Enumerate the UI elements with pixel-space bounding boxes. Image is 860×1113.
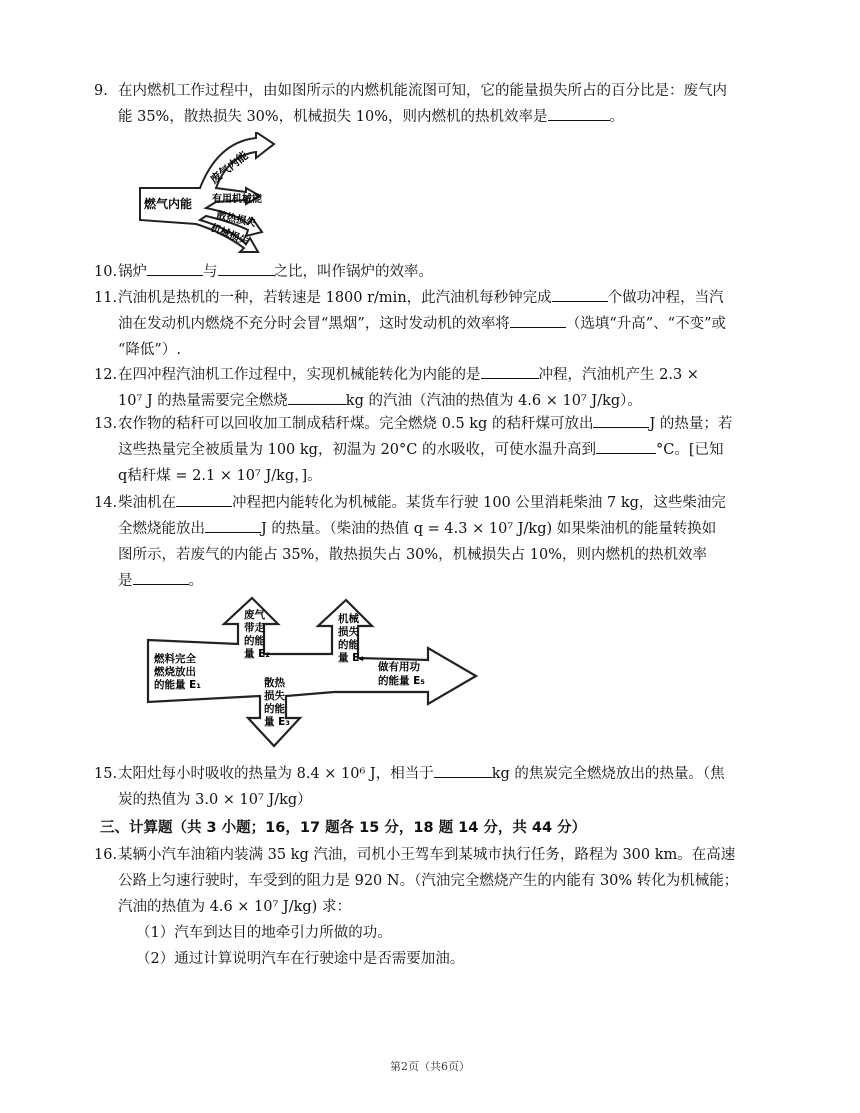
question-14 — [94, 490, 766, 594]
label-useful: 的能量 E₅ — [378, 675, 425, 687]
label-mech: 损失 — [338, 626, 359, 638]
question-text: 炭的热值为 3.0 × 10⁷ J/kg） — [118, 792, 312, 808]
section-heading: 三、计算题（共 3 小题；16，17 题各 15 分，18 题 14 分，共 44 分） — [100, 820, 587, 836]
question-text: kg 的汽油（汽油的热值为 4.6 × 10⁷ J/kg）。 — [345, 393, 642, 409]
label-exhaust: 量 E₂ — [244, 648, 270, 660]
answer-blank[interactable] — [593, 411, 649, 428]
question-text: 汽油的热值为 4.6 × 10⁷ J/kg) 求： — [118, 899, 351, 915]
label-useful: 有用机械能 — [212, 194, 262, 205]
question-text: 是 — [118, 573, 133, 589]
question-text: 10⁷ J 的热量需要完全燃烧 — [118, 393, 288, 409]
question-text: °C。[已知 — [655, 442, 724, 458]
question-number: 15. — [94, 766, 118, 782]
question-number: 11. — [94, 290, 118, 306]
question-text: 锅炉 — [118, 264, 147, 280]
question-16 — [94, 842, 766, 920]
question-text: 图所示，若废气的内能占 35%，散热损失占 30%，机械损失占 10%，则内燃机的热机效率 — [118, 547, 708, 563]
question-15 — [94, 761, 766, 813]
answer-blank[interactable] — [596, 437, 656, 454]
question-10 — [94, 259, 766, 285]
question-text: J 的热量；若 — [649, 416, 733, 432]
energy-flow-diagram-1 — [136, 132, 306, 254]
question-text: kg 的焦炭完全燃烧放出的热量。（焦 — [491, 766, 725, 782]
question-text: “降低”）. — [118, 342, 181, 358]
question-text: 冲程，汽油机产生 2.3 × — [538, 367, 699, 383]
question-text: 冲程把内能转化为机械能。某货车行驶 100 公里消耗柴油 7 kg，这些柴油完 — [232, 495, 726, 511]
question-12 — [94, 362, 766, 414]
question-text: 能 35%，散热损失 30%，机械损失 10%，则内燃机的热机效率是 — [118, 109, 548, 125]
label-heat: 的能 — [264, 703, 285, 715]
answer-blank[interactable] — [205, 516, 261, 533]
question-number: 12. — [94, 367, 118, 383]
label-source: 的能量 E₁ — [154, 679, 201, 691]
answer-blank[interactable] — [147, 259, 203, 276]
question-text: （选填“升高”、“不变”或 — [565, 316, 726, 332]
subquestion-1: （1）汽车到达目的地牵引力所做的功。 — [136, 925, 392, 941]
label-source: 燃料完全 — [154, 653, 196, 665]
question-text: 这些热量完全被质量为 100 kg，初温为 20°C 的水吸收，可使水温升高到 — [118, 442, 596, 458]
question-text: 全燃烧能放出 — [118, 521, 205, 537]
question-9 — [94, 78, 766, 130]
question-text: 在内燃机工作过程中，由如图所示的内燃机能流图可知，它的能量损失所占的百分比是：废气内 — [118, 83, 727, 99]
question-number: 10. — [94, 264, 118, 280]
page-footer: 第2页（共6页） — [390, 1060, 470, 1073]
label-heat: 散热 — [264, 677, 285, 689]
question-text: 个做功冲程，当汽 — [607, 290, 724, 306]
question-text: 农作物的秸秆可以回收加工制成秸秆煤。完全燃烧 0.5 kg 的秸秆煤可放出 — [118, 416, 594, 432]
question-number: 14. — [94, 495, 118, 511]
answer-blank[interactable] — [434, 761, 492, 778]
question-text: 之比，叫作锅炉的效率。 — [273, 264, 433, 280]
question-11 — [94, 285, 766, 363]
label-exhaust: 废气 — [244, 609, 265, 621]
label-exhaust: 废气内能 — [207, 149, 251, 187]
label-exhaust: 的能 — [244, 635, 265, 647]
question-text: 公路上匀速行驶时，车受到的阻力是 920 N。（汽油完全燃烧产生的内能有 30% 转化为机械能； — [118, 873, 739, 889]
answer-blank[interactable] — [176, 490, 232, 507]
answer-blank[interactable] — [510, 311, 566, 328]
label-source: 燃气内能 — [144, 197, 193, 211]
question-text: 柴油机在 — [118, 495, 176, 511]
answer-blank[interactable] — [548, 104, 610, 121]
question-text: 太阳灶每小时吸收的热量为 8.4 × 10⁶ J，相当于 — [118, 766, 434, 782]
question-text: 与 — [203, 264, 218, 280]
answer-blank[interactable] — [288, 388, 346, 405]
label-useful: 做有用功 — [378, 661, 420, 673]
question-13 — [94, 411, 766, 489]
label-mech: 机械 — [338, 613, 359, 625]
question-text: J 的热量。（柴油的热值 q = 4.3 × 10⁷ J/kg) 如果柴油机的能量转换如 — [261, 521, 717, 537]
label-heat: 散热损失 — [215, 210, 257, 230]
answer-blank[interactable] — [133, 568, 189, 585]
subquestion-2: （2）通过计算说明汽车在行驶途中是否需要加油。 — [136, 951, 465, 967]
answer-blank[interactable] — [218, 259, 274, 276]
label-source: 燃烧放出 — [154, 666, 196, 678]
question-number: 9. — [94, 83, 108, 99]
question-text: 在四冲程汽油机工作过程中，实现机械能转化为内能的是 — [118, 367, 481, 383]
question-text: 汽油机是热机的一种，若转速是 1800 r/min，此汽油机每秒钟完成 — [118, 290, 552, 306]
answer-blank[interactable] — [481, 362, 539, 379]
label-exhaust: 带走 — [244, 622, 265, 634]
label-mech: 的能 — [338, 639, 359, 651]
question-number: 16. — [94, 847, 118, 863]
energy-flow-diagram-2 — [146, 596, 482, 748]
label-mech: 量 E₄ — [338, 652, 364, 664]
question-text: 某辆小汽车油箱内装满 35 kg 汽油，司机小王驾车到某城市执行任务，路程为 300 km。在高速 — [118, 847, 736, 863]
question-number: 13. — [94, 416, 118, 432]
question-text: 油在发动机内燃烧不充分时会冒“黑烟”，这时发动机的效率将 — [118, 316, 510, 332]
question-text: q秸秆煤 = 2.1 × 10⁷ J/kg，]。 — [118, 468, 322, 484]
label-heat: 量 E₃ — [264, 716, 290, 728]
label-heat: 损失 — [264, 690, 285, 702]
answer-blank[interactable] — [552, 285, 608, 302]
question-text: 。 — [609, 109, 625, 125]
question-text: 。 — [188, 573, 203, 589]
label-mech: 机械损失 — [208, 222, 251, 248]
